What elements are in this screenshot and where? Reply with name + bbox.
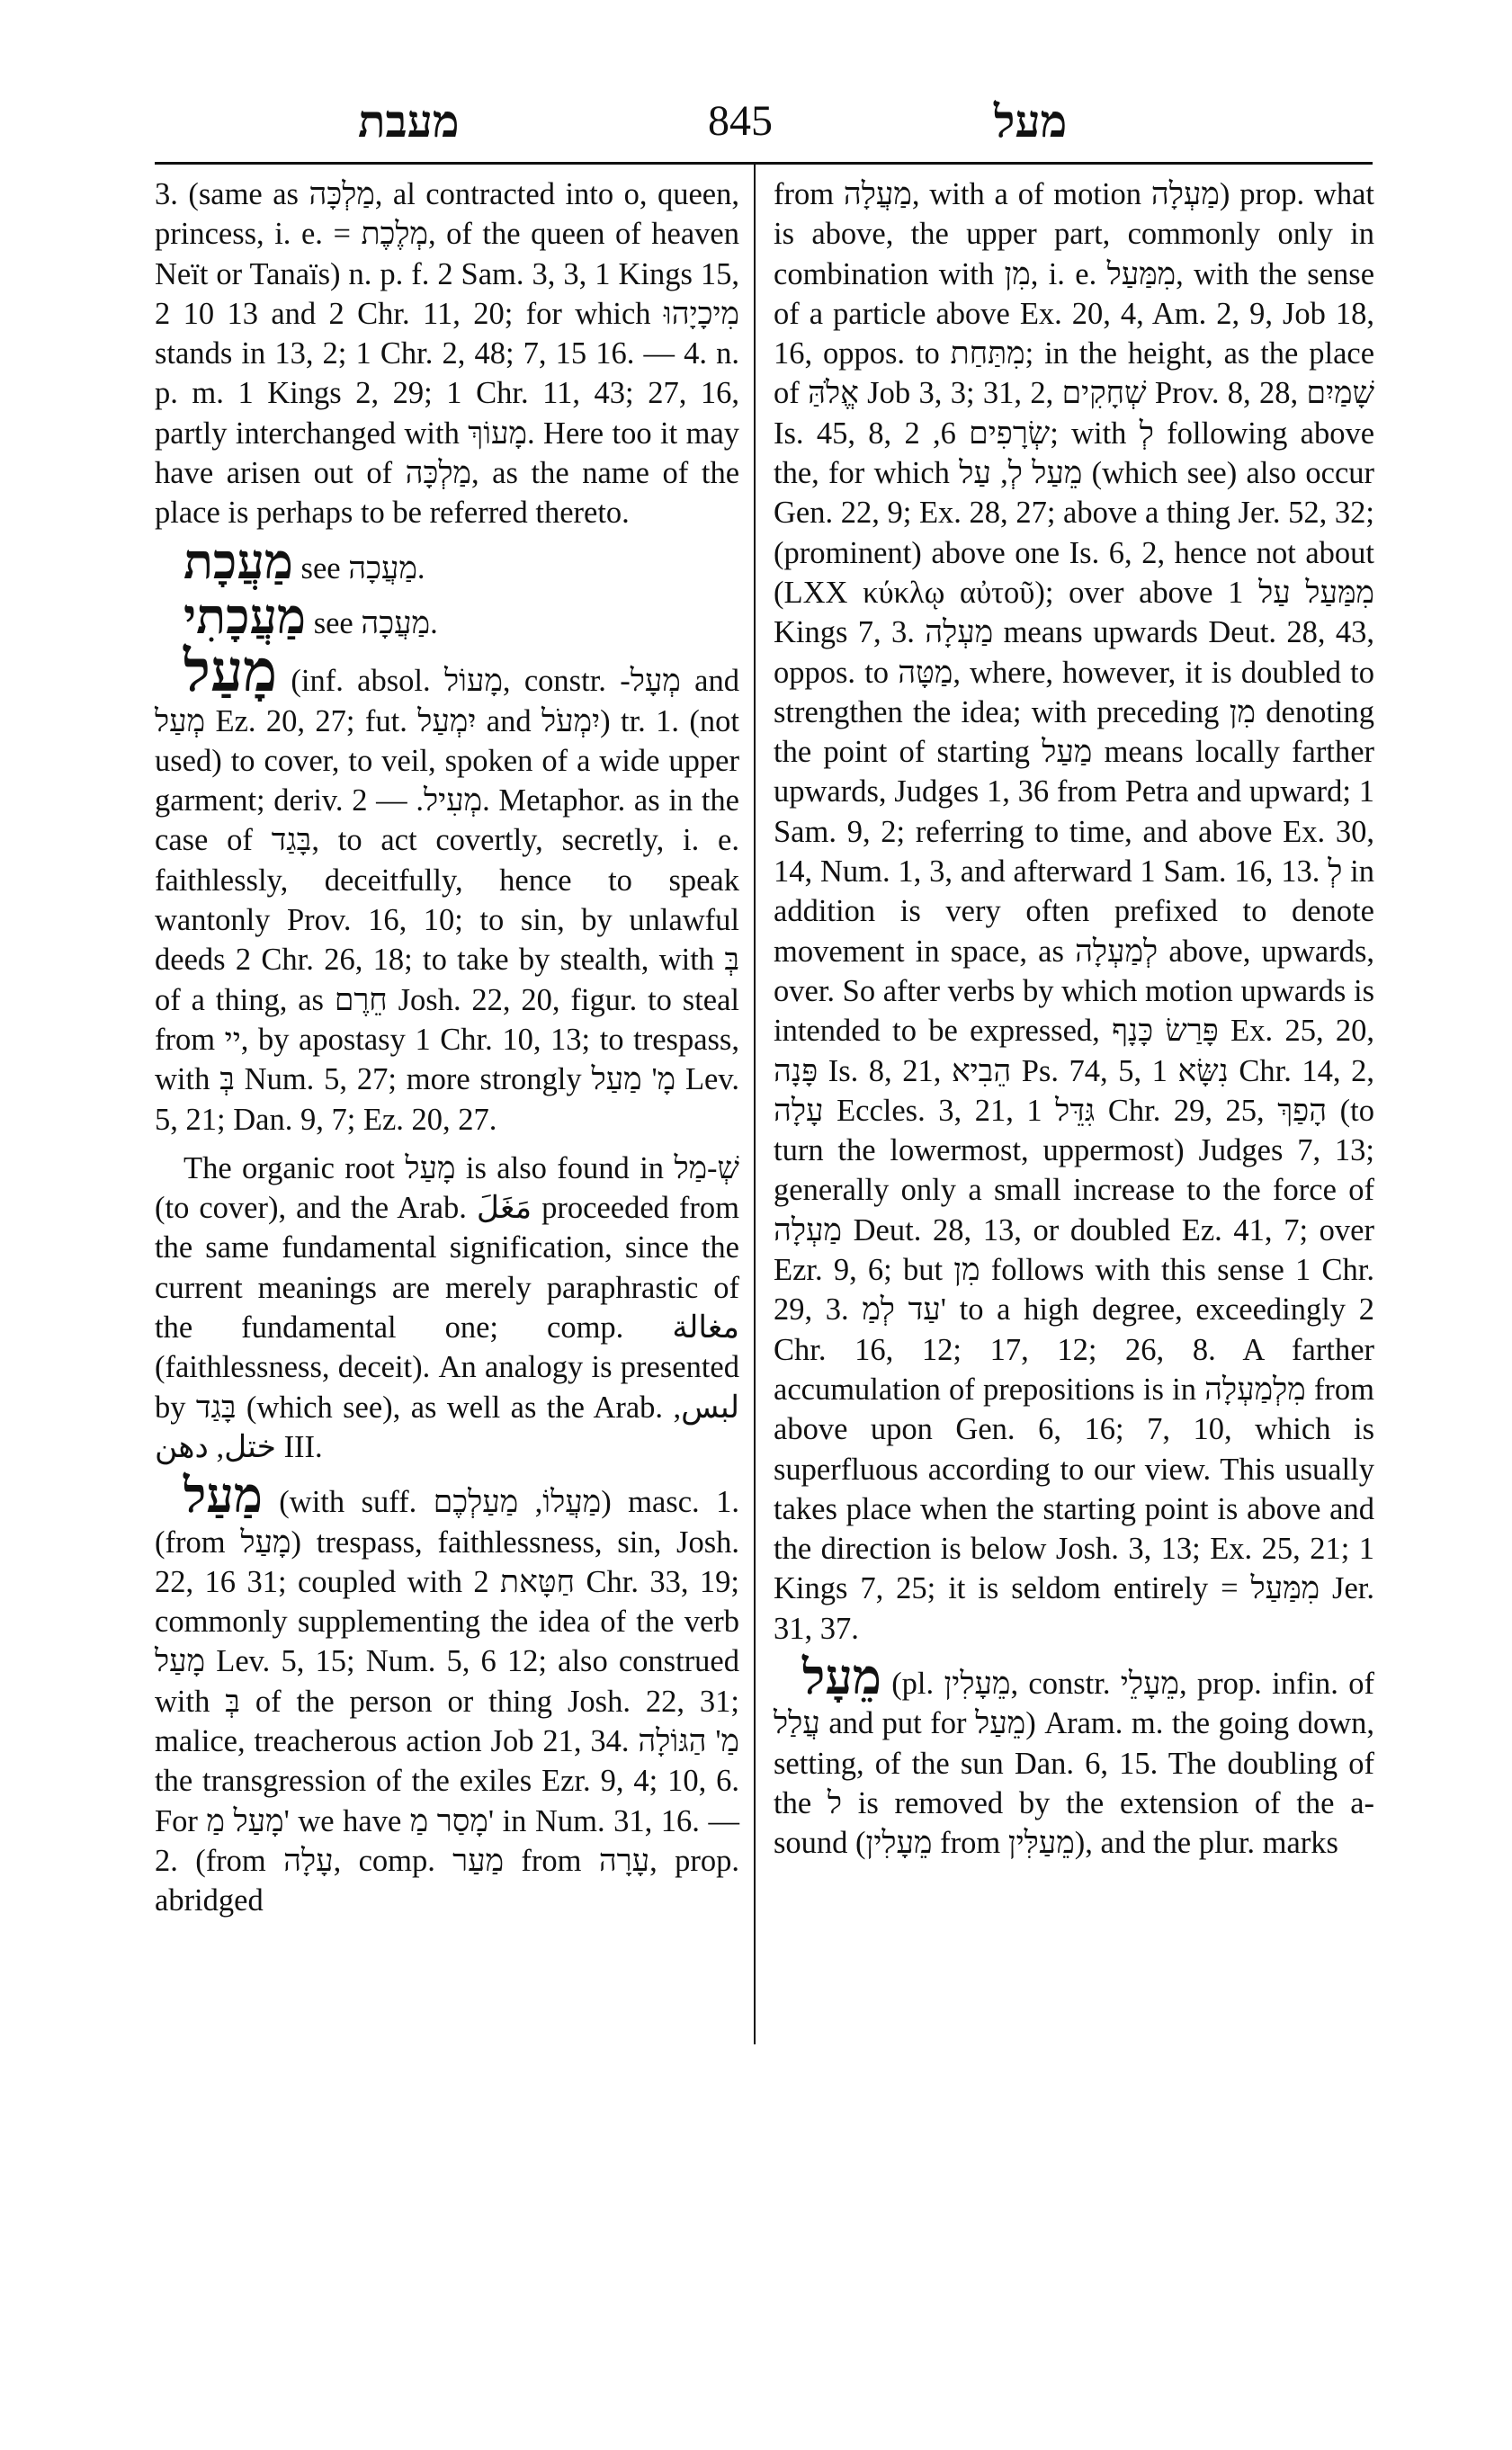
- headword: מָעַל: [183, 639, 278, 704]
- column-divider: [754, 165, 756, 2044]
- headword: מַעֲכָת: [183, 534, 293, 589]
- entry-meal-aramaic: [774, 1650, 1374, 1863]
- header-rule: [155, 162, 1373, 165]
- entry-continuation: from מַעֲלָה, with a of motion מַעְלָה) prop. what is above, the upper part, commonly only in combination with מִן, i. e. מִמַּעַל, with the sense of a particle above Ex. 20, 4, Am. 2, 9, Job 18, 16, oppos. to מִתַּחַת; in the height, as the place of אֱלֹהַּ Job 3, 3; 31, 2, שְׁחָקִים Prov. 8, 28, שָׁמַיִם Is. 45, 8, שְׂרָפִים 6, 2; with לְ following above the, for which מֵעַל לְ, עַל (which see) also occur Gen. 22, 9; Ex. 28, 27; above a thing Jer. 52, 32; (prominent) above one Is. 6, 2, hence not about (LXX κύκλῳ αὐτοῦ); over above מִמַּעַל עַל 1 Kings 7, 3. מַעְלָה means upwards Deut. 28, 43, oppos. to מַטָּה, where, however, it is doubled to strengthen the idea; with preceding מִן denoting the point of starting מַעַל means locally farther upwards, Judges 1, 36 from Petra and upward; 1 Sam. 9, 2; referring to time, and above Ex. 30, 14, Num. 1, 3, and afterward 1 Sam. 16, 13. לְ in addition is very often prefixed to denote movement in space, as לְמַעְלָה above, upwards, over. So after verbs by which motion upwards is intended to be expressed, פָּרַשׂ כָּנָף Ex. 25, 20, פָּנָה Is. 8, 21, הֵבִיא Ps. 74, 5, נִשָּׂא 1 Chr. 14, 2, עָלָה Eccles. 3, 21, גִּדֵּל 1 Chr. 29, 25, הָפַךְ (to turn the lowermost, uppermost) Judges 7, 13; generally only a small increase to the force of מַעְלָה Deut. 28, 13, or doubled Ez. 41, 7; over Ezr. 9, 6; but מִן follows with this sense 1 Chr. 29, 3. עַד לְמַ' to a high degree, exceedingly 2 Chr. 16, 12; 17, 12; 26, 8. A farther accumulation of prepositions is in מִלְמַעְלָה from above upon Gen. 6, 16; 7, 10, which is superfluous according to our view. This usually takes place when the starting point is above and the direction is below Josh. 3, 13; Ex. 25, 21; 1 Kings 7, 25; it is seldom entirely = מִמַּעַל Jer. 31, 37.: [774, 177, 1375, 1646]
- headword: מֵעָל: [802, 1650, 881, 1704]
- entry-text: see מַעֲכָה.: [313, 605, 438, 640]
- entry-maakath: [155, 534, 739, 589]
- entry-maal-noun: [155, 1469, 739, 1920]
- entry-maakathi: [155, 589, 739, 644]
- running-head-left: מעבת: [358, 94, 460, 148]
- right-column: [774, 174, 1374, 1863]
- entry-continuation: 3. (same as מַלְכָּה, al contracted into o, queen, princess, i. e. = מְלֶכֶת, of the queen of heaven Neït or Tanaïs) n. p. f. 2 Sam. 3, 3, 1 Kings 15, 2 10 13 and 2 Chr. 11, 20; for which מִיכָיָהוּ stands in 13, 2; 1 Chr. 2, 48; 7, 15 16. — 4. n. p. m. 1 Kings 2, 29; 1 Chr. 11, 43; 27, 16, partly interchanged with מָעוֹךְ. Here too it may have arisen out of מַלְכָּה, as the name of the place is perhaps to be referred thereto.: [155, 177, 740, 531]
- entry-text: (pl. מֵעָלִין, constr. מֵעָלֵי, prop. infin. of עֲלַל and put for מֵעַל) Aram. m. the going down, setting, of the sun Dan. 6, 15. The doubling of the ל is removed by the extension of the a-sound (מֵעָלִין from מֵעַלִּין), and the plur. marks: [774, 1666, 1374, 1861]
- entry-text: (inf. absol. מָעוֹל, constr. -מְעָל and מְעַל Ez. 20, 27; fut. יִמְעַל and יִמְעֹל) tr. 1. (not used) to cover, to veil, spoken of a wide upper garment; deriv. מְעִיל. — 2. Metaphor. as in the case of בָּגַד, to act covertly, secretly, i. e. faithlessly, deceitfully, hence to speak wantonly Prov. 16, 10; to sin, by unlawful deeds 2 Chr. 26, 18; to take by stealth, with בְּ of a thing, as חֵרֶם Josh. 22, 20, figur. to steal from יי, by apostasy 1 Chr. 10, 13; to trespass, with בְּ Num. 5, 27; more strongly מָ' מַעַל Lev. 5, 21; Dan. 9, 7; Ez. 20, 27.: [155, 664, 739, 1137]
- headword: מַעֲכָתִי: [183, 589, 307, 644]
- page-header: [153, 90, 1373, 158]
- headword: מַעַל: [183, 1469, 263, 1524]
- entry-text: (with suff. מַעֲלוֹ, מַעַלְכֶם) masc. 1. (from מָעַל) trespass, faithlessness, sin, Josh. 22, 16 31; coupled with חַטָּאת 2 Chr. 33, 19; commonly supplementing the idea of the verb מָעַל Lev. 5, 15; Num. 5, 6 12; also construed with בְּ of the person or thing Josh. 22, 31; malice, treacherous action Job 21, 34. מַ' הַגּוֹלָה the transgression of the exiles Ezr. 9, 4; 10, 6. For מָעַל מַ' we have מָסַר מַ' in Num. 31, 16. — 2. (from עָלָה, comp. מַעַר from עָרָה, prop. abridged: [155, 1485, 739, 1918]
- entry-text: see מַעֲכָה.: [300, 550, 425, 586]
- page-number: 845: [708, 97, 773, 145]
- entry-maal-verb: [155, 639, 739, 1140]
- paragraph-organic-root: The organic root מָעַל is also found in שְׁ-מַל (to cover), and the Arab. مَغَلَ proceeded from the same fundamental signification, since the current meanings are merely paraphrastic of the fundamental one; comp. مغالة (faithlessness, deceit). An analogy is presented by בָּגַד (which see), as well as the Arab. لبس, ختل, دهن III.: [155, 1150, 739, 1464]
- left-column: [155, 174, 739, 1920]
- running-head-right: מעל: [994, 94, 1068, 148]
